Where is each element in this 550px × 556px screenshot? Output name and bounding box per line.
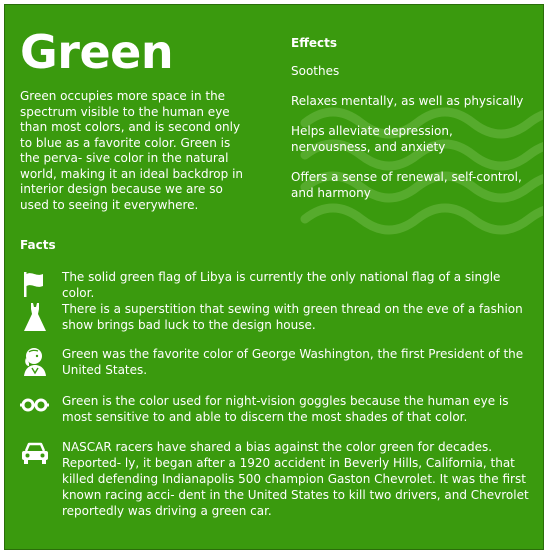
effect-item: Relaxes mentally, as well as physically xyxy=(291,94,524,108)
facts-heading: Facts xyxy=(20,238,56,252)
intro-paragraph: Green occupies more space in the spectrum visible to the human eye than most colors, and is second only to blue as a favorite color. Green is the perva- sive color in the natural world, making it an ideal backdrop in interior design because we are so used to seeing it everywhere. xyxy=(20,89,244,212)
fact-text: Green is the color used for night-vision goggles because the human eye is most sensitive to and able to discern the most shades of that color. xyxy=(62,394,509,424)
goggles-icon xyxy=(20,393,50,423)
effect-item: Helps alleviate depression, nervousness, and anxiety xyxy=(291,124,453,154)
dress-icon xyxy=(20,301,50,331)
effect-item: Offers a sense of renewal, self-control, and harmony xyxy=(291,170,522,200)
washington-portrait-icon xyxy=(20,346,50,376)
page-title: Green xyxy=(20,25,174,79)
infographic-panel xyxy=(4,4,544,550)
fact-text: Green was the favorite color of George Washington, the first President of the United States. xyxy=(62,347,524,377)
effect-item: Soothes xyxy=(291,64,340,78)
flag-icon xyxy=(20,269,50,299)
fact-text: NASCAR racers have shared a bias against the color green for decades. Reported- ly, it began after a 1920 accident in Beverly Hills, California, that killed defending Indianapolis 500 champion Gaston Chevrolet. It was the first known racing acci- dent in the United States to kill two drivers, and Chevrolet reportedly was driving a green car. xyxy=(62,440,529,518)
effects-heading: Effects xyxy=(291,36,338,50)
effects-list xyxy=(291,63,535,215)
car-icon xyxy=(20,439,50,469)
fact-text: There is a superstition that sewing with green thread on the eve of a fashion show brings bad luck to the design house. xyxy=(62,302,523,332)
fact-text: The solid green flag of Libya is currently the only national flag of a single color. xyxy=(62,270,501,300)
